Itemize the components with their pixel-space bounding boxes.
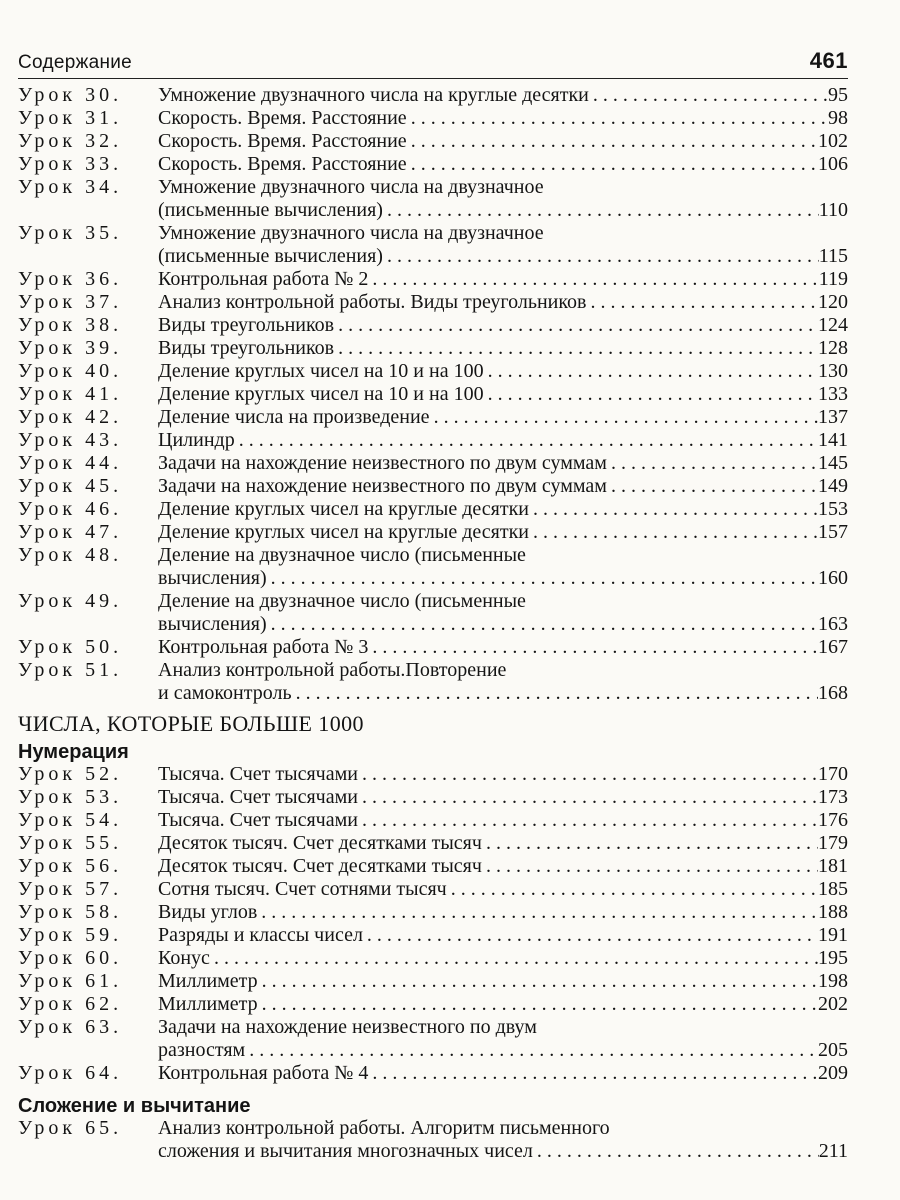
entry-title: Умножение двузначного числа на двузначное	[158, 222, 544, 244]
lesson-label: Урок 47.	[18, 521, 123, 543]
dot-leader	[484, 383, 818, 406]
entry-page: 120	[818, 291, 848, 313]
entry-title: Конус	[158, 947, 210, 969]
entry-title: Деление на двузначное число (письменные	[158, 590, 526, 612]
dot-leader	[368, 268, 818, 291]
toc-entry	[18, 475, 848, 498]
dot-leader	[529, 498, 818, 521]
dot-leader	[334, 314, 818, 337]
entry-title: Тысяча. Счет тысячами	[158, 809, 358, 831]
entry-title-continued: (письменные вычисления)	[158, 245, 383, 267]
entry-page: 133	[818, 383, 848, 405]
entry-page: 181	[818, 855, 848, 877]
entry-title: Тысяча. Счет тысячами	[158, 763, 358, 785]
dot-leader	[257, 901, 818, 924]
entry-page: 128	[818, 337, 848, 359]
entry-page: 98	[828, 107, 848, 129]
entry-page: 179	[818, 832, 848, 854]
lesson-label: Урок 46.	[18, 498, 123, 520]
entry-page: 191	[818, 924, 848, 946]
entry-title: Миллиметр	[158, 970, 258, 992]
lesson-label: Урок 40.	[18, 360, 123, 382]
entry-title: Скорость. Время. Расстояние	[158, 130, 407, 152]
dot-leader	[258, 970, 818, 993]
lesson-label: Урок 65.	[18, 1117, 123, 1139]
entry-title: Десяток тысяч. Счет десятками тысяч	[158, 832, 482, 854]
toc-entry	[18, 107, 848, 130]
lesson-label: Урок 39.	[18, 337, 123, 359]
dot-leader	[484, 360, 818, 383]
lesson-label: Урок 33.	[18, 153, 123, 175]
entry-title-continued: (письменные вычисления)	[158, 199, 383, 221]
entry-title: Задачи на нахождение неизвестного по двум суммам	[158, 475, 607, 497]
entry-page: 153	[818, 498, 848, 520]
lesson-label: Урок 57.	[18, 878, 123, 900]
entry-title: Деление числа на произведение	[158, 406, 430, 428]
entry-title: Сотня тысяч. Счет сотнями тысяч	[158, 878, 447, 900]
lesson-label: Урок 43.	[18, 429, 123, 451]
entry-title: Разряды и классы чисел	[158, 924, 363, 946]
entry-title: Деление круглых чисел на круглые десятки	[158, 498, 530, 520]
entry-page: 170	[818, 763, 848, 785]
entry-page: 119	[818, 268, 848, 290]
lesson-label: Урок 60.	[18, 947, 123, 969]
entry-page: 173	[818, 786, 848, 808]
toc-entry	[18, 452, 848, 475]
dot-leader	[529, 521, 818, 544]
dot-leader	[368, 1062, 818, 1085]
dot-leader	[533, 1140, 819, 1163]
lesson-label: Урок 34.	[18, 176, 123, 198]
entry-page: 110	[818, 199, 848, 221]
entry-title: Деление круглых чисел на круглые десятки	[158, 521, 530, 543]
entry-title-continued: разностям	[158, 1039, 246, 1061]
dot-leader	[407, 107, 828, 130]
toc-entry-continuation	[18, 1140, 848, 1163]
toc-entry	[18, 544, 848, 567]
entry-page: 211	[818, 1140, 848, 1162]
entry-title: Анализ контрольной работы. Алгоритм письменного	[158, 1117, 610, 1139]
entry-page: 141	[818, 429, 848, 451]
entry-page: 185	[818, 878, 848, 900]
dot-leader	[383, 199, 819, 222]
toc-entry	[18, 153, 848, 176]
lesson-label: Урок 42.	[18, 406, 123, 428]
lesson-label: Урок 54.	[18, 809, 123, 831]
entry-title-continued: сложения и вычитания многозначных чисел	[158, 1140, 533, 1162]
dot-leader	[358, 763, 818, 786]
dot-leader	[587, 291, 819, 314]
toc-entry	[18, 1117, 848, 1140]
entry-title: Контрольная работа № 3	[158, 636, 369, 658]
entry-page: 168	[818, 682, 848, 704]
subsection-heading: Сложение и вычитание	[18, 1095, 251, 1117]
entry-title: Виды треугольников	[158, 314, 335, 336]
entry-page: 167	[818, 636, 848, 658]
toc-entry	[18, 1016, 848, 1039]
entry-page: 195	[818, 947, 848, 969]
lesson-label: Урок 45.	[18, 475, 123, 497]
toc-entry	[18, 970, 848, 993]
dot-leader	[258, 993, 818, 1016]
entry-title: Деление на двузначное число (письменные	[158, 544, 526, 566]
lesson-label: Урок 35.	[18, 222, 123, 244]
dot-leader	[358, 786, 818, 809]
entry-title: Умножение двузначного числа на круглые десятки	[158, 84, 589, 106]
dot-leader	[482, 855, 818, 878]
toc-entry	[18, 268, 848, 291]
entry-page: 205	[818, 1039, 848, 1061]
page-number: 461	[809, 48, 848, 73]
lesson-label: Урок 41.	[18, 383, 123, 405]
entry-page: 157	[818, 521, 848, 543]
lesson-label: Урок 61.	[18, 970, 123, 992]
entry-page: 176	[818, 809, 848, 831]
lesson-label: Урок 32.	[18, 130, 123, 152]
entry-page: 130	[818, 360, 848, 382]
entry-page: 163	[818, 613, 848, 635]
running-header	[18, 38, 848, 79]
entry-page: 115	[818, 245, 848, 267]
lesson-label: Урок 44.	[18, 452, 123, 474]
toc-entry	[18, 786, 848, 809]
toc-entry	[18, 993, 848, 1016]
entry-page: 160	[818, 567, 848, 589]
toc-entry	[18, 924, 848, 947]
toc-entry	[18, 809, 848, 832]
entry-title: Тысяча. Счет тысячами	[158, 786, 358, 808]
entry-title: Виды углов	[158, 901, 258, 923]
toc-entry	[18, 130, 848, 153]
toc-entry	[18, 222, 848, 245]
toc-entry	[18, 360, 848, 383]
lesson-label: Урок 37.	[18, 291, 123, 313]
entry-page: 198	[818, 970, 848, 992]
dot-leader	[482, 832, 818, 855]
entry-page: 202	[818, 993, 848, 1015]
dot-leader	[430, 406, 818, 429]
toc-entry	[18, 521, 848, 544]
entry-title: Миллиметр	[158, 993, 258, 1015]
entry-title-continued: вычисления)	[158, 613, 267, 635]
dot-leader	[210, 947, 818, 970]
dot-leader	[368, 636, 818, 659]
toc-entry	[18, 947, 848, 970]
toc-entry-continuation	[18, 199, 848, 222]
entry-title-continued: вычисления)	[158, 567, 267, 589]
lesson-label: Урок 58.	[18, 901, 123, 923]
entry-page: 188	[818, 901, 848, 923]
toc-entry	[18, 84, 848, 107]
toc-entry	[18, 176, 848, 199]
toc-entry-continuation	[18, 245, 848, 268]
toc-entry-continuation	[18, 682, 848, 705]
toc-entry	[18, 1062, 848, 1085]
dot-leader	[267, 613, 818, 636]
toc-entry	[18, 291, 848, 314]
lesson-label: Урок 64.	[18, 1062, 123, 1084]
chapter-heading: ЧИСЛА, КОТОРЫЕ БОЛЬШЕ 1000	[18, 711, 364, 736]
lesson-label: Урок 62.	[18, 993, 123, 1015]
spacer	[18, 1085, 848, 1093]
dot-leader	[235, 429, 818, 452]
entry-title: Цилиндр	[158, 429, 235, 451]
table-of-contents	[18, 84, 848, 1163]
entry-title: Скорость. Время. Расстояние	[158, 153, 407, 175]
section-title: Содержание	[18, 52, 133, 73]
toc-entry-continuation	[18, 567, 848, 590]
lesson-label: Урок 50.	[18, 636, 123, 658]
toc-entry	[18, 406, 848, 429]
toc-entry	[18, 832, 848, 855]
toc-entry-continuation	[18, 613, 848, 636]
entry-title: Скорость. Время. Расстояние	[158, 107, 407, 129]
dot-leader	[607, 452, 818, 475]
dot-leader	[383, 245, 819, 268]
lesson-label: Урок 59.	[18, 924, 123, 946]
entry-title: Десяток тысяч. Счет десятками тысяч	[158, 855, 482, 877]
lesson-label: Урок 56.	[18, 855, 123, 877]
lesson-label: Урок 55.	[18, 832, 123, 854]
dot-leader	[407, 153, 818, 176]
entry-page: 102	[818, 130, 848, 152]
dot-leader	[607, 475, 818, 498]
dot-leader	[363, 924, 818, 947]
lesson-label: Урок 52.	[18, 763, 123, 785]
lesson-label: Урок 38.	[18, 314, 123, 336]
lesson-label: Урок 51.	[18, 659, 123, 681]
entry-title: Задачи на нахождение неизвестного по двум	[158, 1016, 537, 1038]
toc-entry	[18, 636, 848, 659]
dot-leader	[334, 337, 818, 360]
entry-page: 95	[828, 84, 848, 106]
dot-leader	[407, 130, 818, 153]
entry-page: 106	[818, 153, 848, 175]
toc-entry-continuation	[18, 1039, 848, 1062]
toc-entry	[18, 659, 848, 682]
entry-page: 137	[818, 406, 848, 428]
lesson-label: Урок 36.	[18, 268, 123, 290]
entry-page: 124	[818, 314, 848, 336]
entry-title: Деление круглых чисел на 10 и на 100	[158, 360, 484, 382]
toc-entry	[18, 590, 848, 613]
entry-title: Умножение двузначного числа на двузначное	[158, 176, 544, 198]
dot-leader	[292, 682, 818, 705]
toc-entry	[18, 878, 848, 901]
subsection-heading: Нумерация	[18, 741, 129, 763]
lesson-label: Урок 63.	[18, 1016, 123, 1038]
dot-leader	[589, 84, 828, 107]
toc-entry	[18, 498, 848, 521]
dot-leader	[267, 567, 818, 590]
entry-title: Деление круглых чисел на 10 и на 100	[158, 383, 484, 405]
entry-title: Задачи на нахождение неизвестного по двум суммам	[158, 452, 607, 474]
entry-page: 149	[818, 475, 848, 497]
dot-leader	[358, 809, 818, 832]
entry-title: Виды треугольников	[158, 337, 335, 359]
toc-entry	[18, 314, 848, 337]
entry-title-continued: и самоконтроль	[158, 682, 292, 704]
toc-entry	[18, 855, 848, 878]
lesson-label: Урок 49.	[18, 590, 123, 612]
entry-title: Анализ контрольной работы. Виды треугольников	[158, 291, 587, 313]
lesson-label: Урок 31.	[18, 107, 123, 129]
lesson-label: Урок 30.	[18, 84, 123, 106]
entry-page: 209	[818, 1062, 848, 1084]
toc-entry	[18, 763, 848, 786]
entry-title: Контрольная работа № 4	[158, 1062, 369, 1084]
toc-entry	[18, 383, 848, 406]
toc-entry	[18, 901, 848, 924]
dot-leader	[245, 1039, 818, 1062]
lesson-label: Урок 53.	[18, 786, 123, 808]
toc-entry	[18, 429, 848, 452]
dot-leader	[447, 878, 818, 901]
entry-title: Контрольная работа № 2	[158, 268, 369, 290]
entry-title: Анализ контрольной работы.Повторение	[158, 659, 507, 681]
toc-entry	[18, 337, 848, 360]
entry-page: 145	[818, 452, 848, 474]
lesson-label: Урок 48.	[18, 544, 123, 566]
